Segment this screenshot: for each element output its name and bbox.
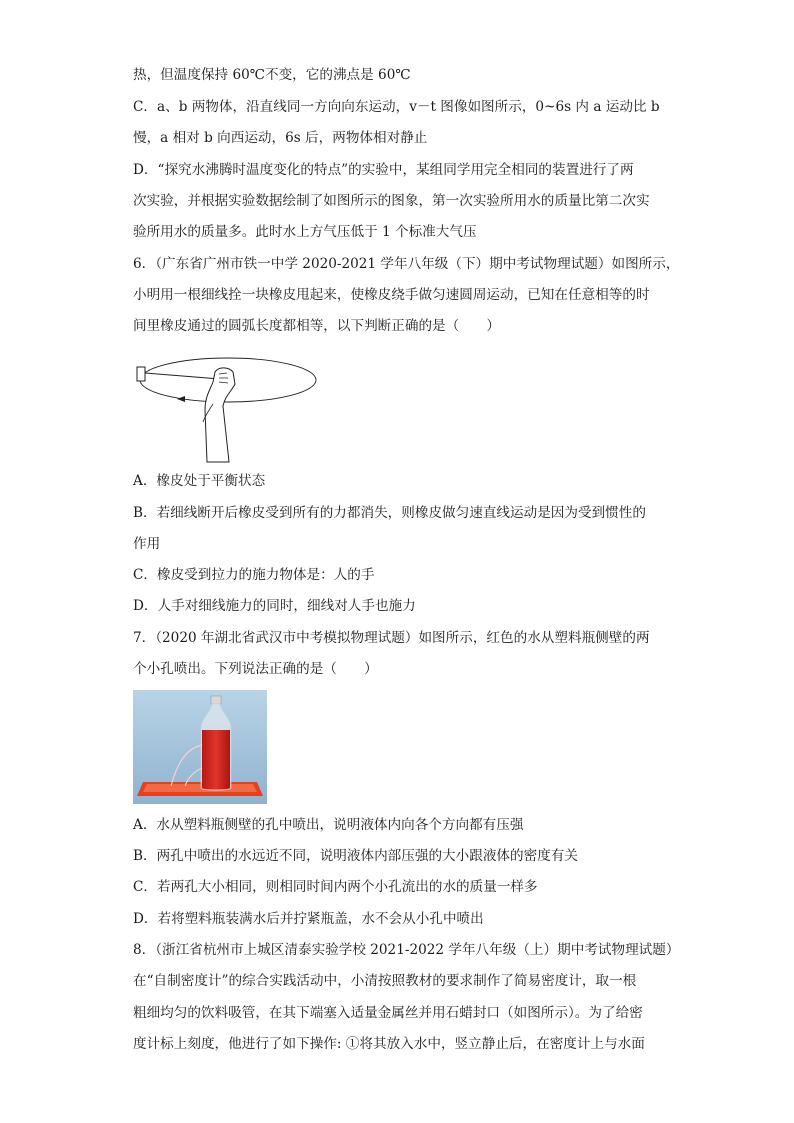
rubber-swing-figure: [133, 350, 323, 465]
direction-arrow: [177, 396, 185, 402]
q6-option-c: C．橡皮受到拉力的施力物体是：人的手: [133, 567, 375, 583]
q8-stem-line1: 8．（浙江省杭州市上城区清泰实验学校 2021-2022 学年八年级（上）期中考试物理试题）: [133, 942, 680, 958]
q6-option-b-line2: 作用: [133, 536, 161, 552]
q6-stem-line1: 6．（广东省广州市铁一中学 2020-2021 学年八年级（下）期中考试物理试题）如图所示，: [133, 256, 680, 272]
q5-option-c-line2: 慢，a 相对 b 向西运动，6s 后，两物体相对静止: [133, 130, 428, 146]
q7-option-a: A．水从塑料瓶侧壁的孔中喷出，说明液体内向各个方向都有压强: [133, 817, 524, 833]
red-water: [202, 730, 230, 790]
q8-stem-line4: 度计标上刻度，他进行了如下操作: ①将其放入水中，竖立静止后，在密度计上与水面: [133, 1036, 645, 1052]
bottle-photo-figure: [133, 690, 267, 804]
q5-option-d-line2: 次实验，并根据实验数据绘制了如图所示的图象，第一次实验所用水的质量比第二次实: [133, 193, 650, 209]
q6-option-b-line1: B．若细线断开后橡皮受到所有的力都消失，则橡皮做匀速直线运动是因为受到惯性的: [133, 505, 646, 521]
q5-option-d-line1: D．“探究水沸腾时温度变化的特点”的实验中，某组同学用完全相同的装置进行了两: [133, 162, 634, 178]
q5-option-c-line1: C．a、b 两物体，沿直线同一方向向东运动，v－t 图像如图所示，0~6s 内 a 运动比 b: [133, 99, 660, 115]
rubber-eraser: [137, 367, 145, 381]
q7-option-c: C．若两孔大小相同，则相同时间内两个小孔流出的水的质量一样多: [133, 879, 538, 895]
q8-stem-line3: 粗细均匀的饮料吸管，在其下端塞入适量金属丝并用石蜡封口（如图所示）。为了给密: [133, 1005, 643, 1021]
q7-option-d: D．若将塑料瓶装满水后并拧紧瓶盖，水不会从小孔中喷出: [133, 911, 484, 927]
q6-stem-line3: 间里橡皮通过的圆弧长度都相等，以下判断正确的是（ ）: [133, 318, 501, 334]
q5-option-d-line3: 验所用水的质量多。此时水上方气压低于 1 个标准大气压: [133, 224, 477, 240]
q5-option-b-continued: 热，但温度保持 60℃不变，它的沸点是 60℃: [133, 67, 411, 83]
q6-option-a: A．橡皮处于平衡状态: [133, 473, 266, 489]
q6-stem-line2: 小明用一根细线拴一块橡皮甩起来，使橡皮绕手做匀速圆周运动，已知在任意相等的时: [133, 287, 650, 303]
q7-stem-line1: 7．（2020 年湖北省武汉市中考模拟物理试题）如图所示，红色的水从塑料瓶侧壁的两: [133, 630, 650, 646]
bottle-cap: [211, 696, 221, 704]
string-line: [145, 373, 220, 379]
q6-option-d: D．人手对细线施力的同时，细线对人手也施力: [133, 598, 416, 614]
q7-stem-line2: 个小孔喷出。下列说法正确的是（ ）: [133, 661, 378, 677]
q7-option-b: B．两孔中喷出的水远近不同，说明液体内部压强的大小跟液体的密度有关: [133, 848, 578, 864]
tray-inner: [143, 784, 257, 792]
q8-stem-line2: 在“自制密度计”的综合实践活动中，小清按照教材的要求制作了简易密度计，取一根: [133, 973, 637, 989]
